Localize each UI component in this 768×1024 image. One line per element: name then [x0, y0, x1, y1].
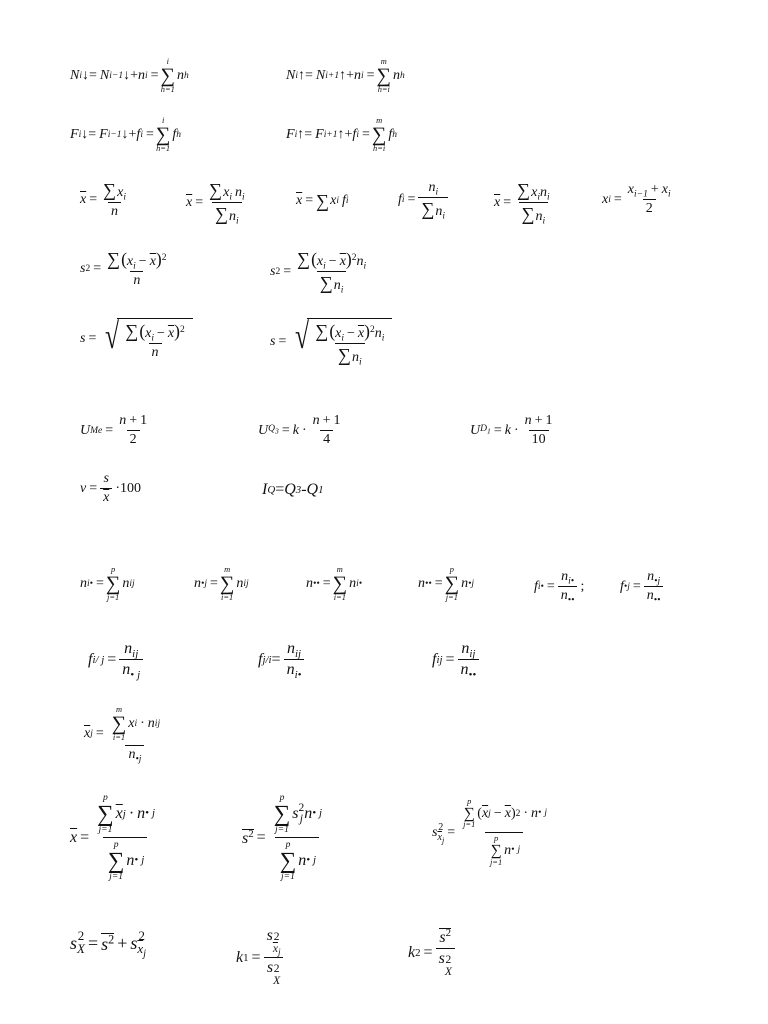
formula-coefficient-variation: v = $\frac{s}{x}$ · 100: [80, 471, 142, 505]
formula-median-position: U Me = $\frac{n + 1}{2}$: [80, 413, 148, 447]
formula-stddev-simple: s = √ $\frac{\sum(x_i - \overline{x})^2}{n}$: [80, 318, 193, 360]
formula-variance-of-conditional-means: s 2 $\overline{x}_j$ = p ∑ j=1 ( $\overline{x}$ j − $\overline{x}$ ) 2 · n • j p ∑ j=1 n • j: [432, 797, 548, 867]
formula-mean-simple: $\overline{x}$ = $\frac{\sum x_i}{n}$: [80, 180, 126, 219]
formula-cumulative-relative-up: F i ↑ = F i+1 ↑ + f i = m ∑ h=i f h: [286, 116, 397, 154]
formula-k2-ratio: k 2 = $s^2$ s 2 X: [408, 928, 458, 978]
formula-mean-classes: $\overline{x}$ = $\frac{\sum x_in_i}{\sum n_i}$: [494, 180, 550, 227]
formula-k1-ratio: k 1 = s 2 $\overline{x}_j$ s 2 X: [236, 928, 287, 987]
formula-total-by-rows: n •• = m ∑ i=1 n i•: [306, 565, 363, 603]
formula-variance-weighted: s 2 = $\frac{\sum(x_i - \overline{x})^2n_i}{\sum n_i}$: [270, 249, 367, 296]
formula-row-relative-marginal: f i• = $\frac{n_{i•}}{n_{••}}$ ;: [534, 569, 585, 606]
formula-variance-decomposition: s 2 X = $s^2$ + s 2 $\overline{x}_j$: [70, 928, 147, 960]
formula-mean-of-conditional-variances: $s^2$ = p ∑ j=1 s 2 j n • j p ∑ j=1 n • j: [242, 792, 323, 883]
formula-decile-position: U $D_1$ = k · $\frac{n + 1}{10}$: [470, 413, 553, 447]
formula-cumulative-absolute-up: N i ↑ = N i+1 ↑ + n i = m ∑ h=i n h: [286, 57, 405, 95]
formula-overall-mean-from-conditionals: $\overline{x}$ = p ∑ j=1 $\overline{x}$ j · n • j p ∑ j=1 n • j: [70, 792, 155, 883]
formula-row-marginal: n i• = p ∑ j=1 n ij: [80, 565, 135, 603]
formula-cumulative-relative-down: F i ↓ = F i−1 ↓ + f i = i ∑ h=1 f h: [70, 116, 181, 154]
formula-column-marginal: n •j = m ∑ i=1 n ij: [194, 565, 249, 603]
formula-cumulative-absolute-down: N i ↓ = N i−1 ↓ + n i = i ∑ h=1 n h: [70, 57, 189, 95]
formula-quartile-position: U $Q_3$ = k · $\frac{n + 1}{4}$: [258, 413, 341, 447]
formula-conditional-j-given-i: f j/i = $\frac{n_{ij}}{n_{i•}}$: [258, 641, 307, 678]
formula-column-relative-marginal: f •j = $\frac{n_{•j}}{n_{••}}$: [620, 570, 666, 603]
formula-conditional-i-given-j: f i/ j = $\frac{n_{ij}}{n_{• j}}$: [88, 641, 146, 678]
formula-total-by-columns: n •• = p ∑ j=1 n •j: [418, 565, 475, 603]
formula-class-midpoint: x i = $\frac{x_{i-1} + x_i}{2}$: [602, 182, 671, 216]
formula-variance-simple: s 2 = $\frac{\sum(x_i - \overline{x})^2}{n}$: [80, 249, 167, 288]
formula-mean-weighted: $\overline{x}$ = $\frac{\sum x_i n_i}{\sum n_i}$: [186, 180, 245, 227]
formula-joint-relative: f ij = $\frac{n_{ij}}{n_{••}}$: [432, 641, 482, 678]
formula-relative-frequency: f i = $\frac{n_i}{\sum n_i}$: [398, 181, 451, 219]
formula-mean-relative: $\overline{x}$ = ∑ x i f i: [296, 191, 349, 211]
formula-interquartile-range: I Q = Q 3 - Q 1: [262, 481, 324, 498]
formula-stddev-weighted: s = √ $\frac{\sum(x_i - \overline{x})^2n_i}{\sum n_i}$: [270, 318, 392, 365]
formula-conditional-mean: $\overline{x}$ j = m ∑ i=1 x i · n ij $n_{•j}$: [84, 705, 161, 765]
